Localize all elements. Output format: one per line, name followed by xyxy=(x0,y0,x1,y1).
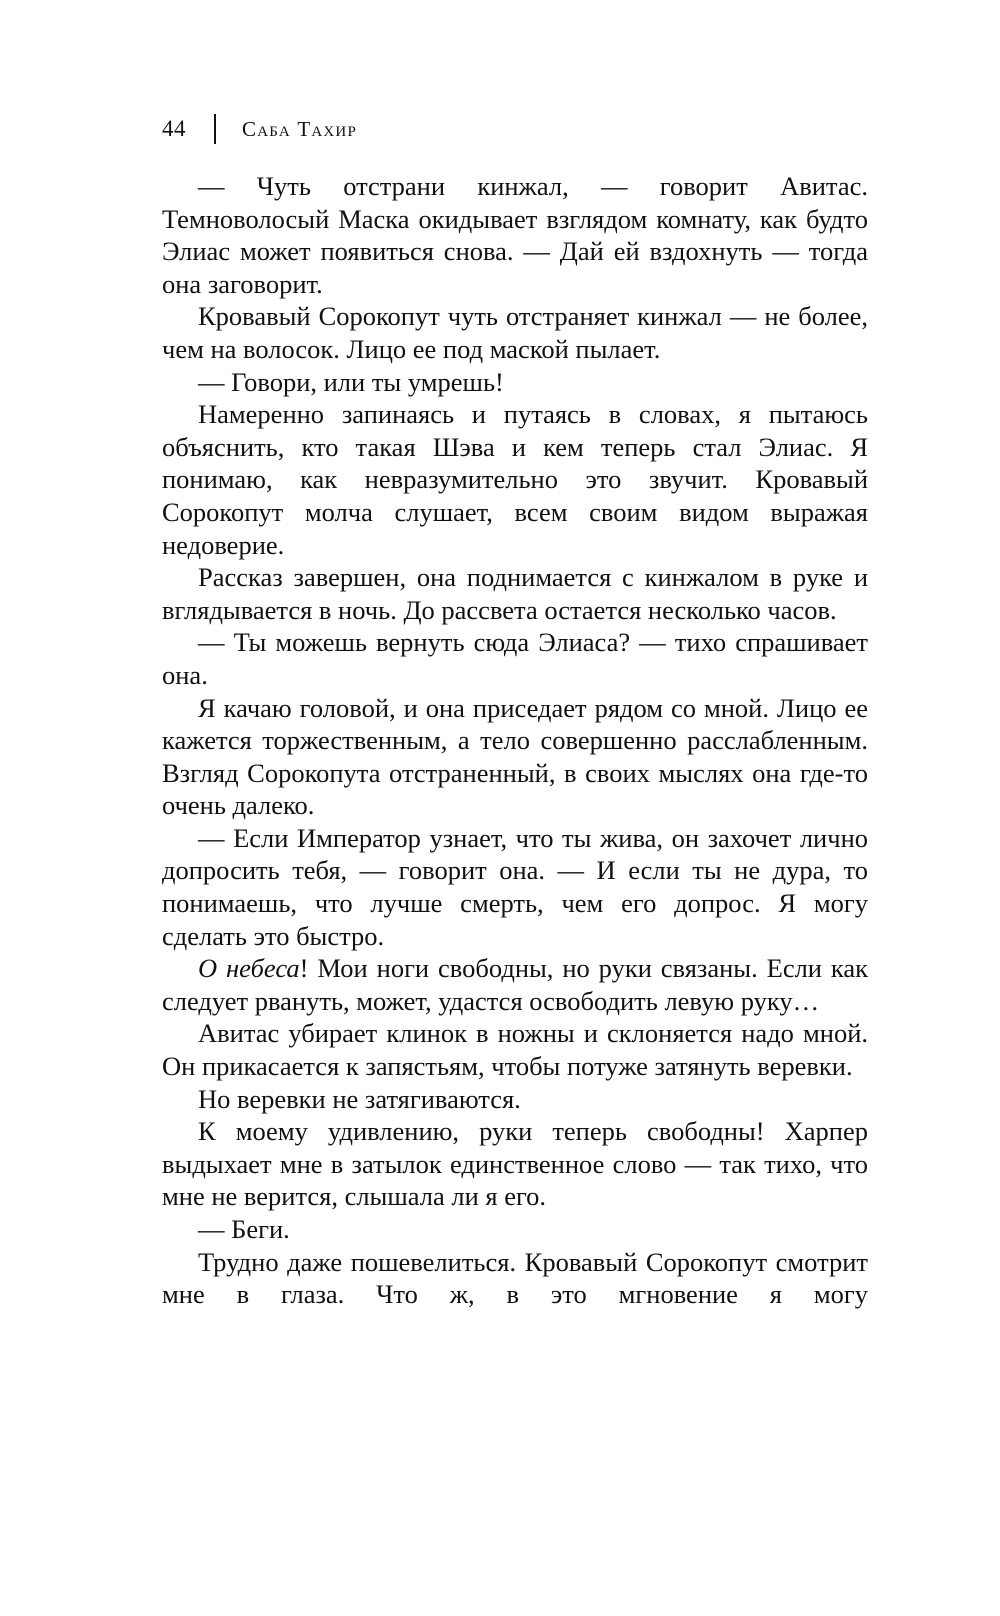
paragraph: — Чуть отстрани кинжал, — говорит Авитас. Темноволосый Маска окидывает взглядом комнату, как будто Элиас может появиться снова. — Дай ей вздохнуть — тогда она заговорит. xyxy=(162,171,868,299)
body-text xyxy=(162,170,868,1311)
paragraph: Намеренно запинаясь и путаясь в словах, я пытаюсь объяснить, кто такая Шэва и кем теперь стал Элиас. Я понимаю, как невразумительно это звучит. Кровавый Сорокопут молча слушает, всем своим видом выражая недоверие. xyxy=(162,399,868,560)
paragraph: Я качаю головой, и она приседает рядом со мной. Лицо ее кажется торжественным, а тело совершенно расслабленным. Взгляд Сорокопута отстраненный, в своих мыслях она где-то очень далеко. xyxy=(162,692,868,821)
emphasis-text: О небеса xyxy=(198,953,300,984)
header-divider xyxy=(214,114,216,144)
paragraph: Трудно даже пошевелиться. Кровавый Сорокопут смотрит мне в глаза. Что ж, в это мгновение я могу xyxy=(162,1246,868,1310)
paragraph: Но веревки не затягиваются. xyxy=(198,1083,521,1114)
paragraph: — Говори, или ты умрешь! xyxy=(198,366,504,397)
paragraph: — Ты можешь вернуть сюда Элиаса? — тихо спрашивает она. xyxy=(162,627,868,690)
paragraph: К моему удивлению, руки теперь свободны! Харпер выдыхает мне в затылок единственное слово — так тихо, что мне не верится, слышала ли я его. xyxy=(162,1116,868,1212)
paragraph: — Если Император узнает, что ты жива, он захочет лично допросить тебя, — говорит она. — И если ты не дура, то понимаешь, что лучше смерть, чем его допрос. Я могу сделать это быстро. xyxy=(162,822,868,951)
book-author: Саба Тахир xyxy=(242,116,358,141)
paragraph: Авитас убирает клинок в ножны и склоняется надо мной. Он прикасается к запястьям, чтобы потуже затянуть веревки. xyxy=(162,1018,868,1082)
page-number: 44 xyxy=(162,116,186,141)
paragraph xyxy=(162,952,868,1017)
running-head xyxy=(162,112,357,146)
paragraph-text: ! Мои ноги свободны, но руки связаны. Если как следует рвануть, может, удастся освободить левую руку… xyxy=(162,953,869,1016)
paragraph: Кровавый Сорокопут чуть отстраняет кинжал — не более, чем на волосок. Лицо ее под маской пылает. xyxy=(162,301,868,364)
paragraph: — Беги. xyxy=(198,1214,290,1244)
paragraph: Рассказ завершен, она поднимается с кинжалом в руке и вглядывается в ночь. До рассвета остается несколько часов. xyxy=(162,562,868,625)
